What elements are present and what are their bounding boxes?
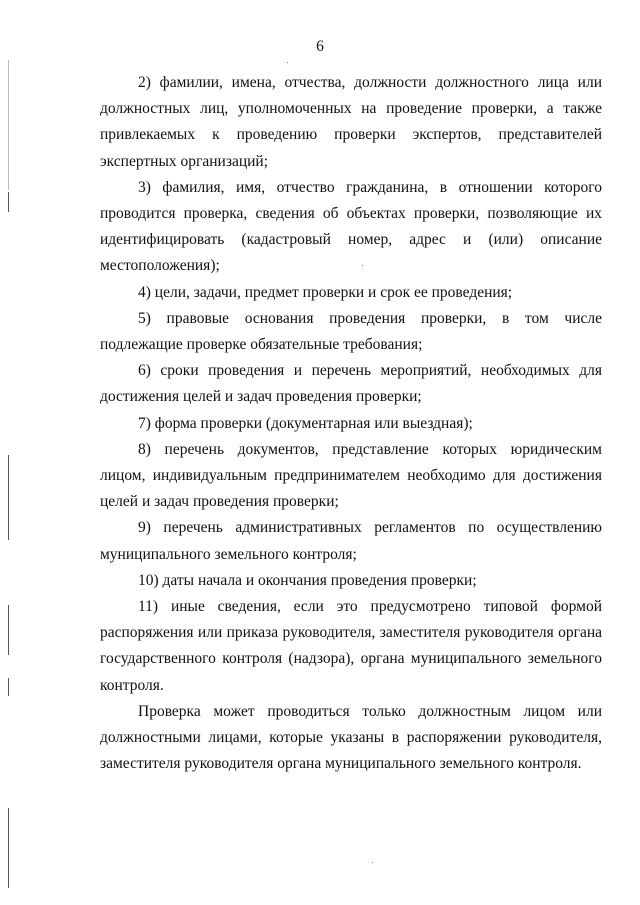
paragraph: Проверка может проводиться только должностным лицом или должностными лицами, которые указаны в распоряжении руководителя, заместителя руководителя органа муниципального земельного контроля. [100,702,602,773]
scan-dot [372,862,373,863]
scan-mark [8,192,9,212]
scan-mark [8,60,9,190]
scan-mark [8,808,9,888]
document-body [100,70,602,777]
scan-mark [8,605,9,655]
paragraph: 9) перечень административных регламентов по осуществлению муниципального земельного контроля; [100,519,602,563]
scan-mark [8,678,9,696]
paragraph: 6) сроки проведения и перечень мероприятий, необходимых для достижения целей и задач проведения проверки; [100,362,602,406]
paragraph: 5) правовые основания проведения проверки, в том числе подлежащие проверке обязательные требования; [100,309,602,354]
paragraph: 8) перечень документов, представление которых юридическим лицом, индивидуальным предпринимателем необходимо для достижения целей и задач проведения проверки; [100,440,602,511]
scan-dot [287,62,288,63]
paragraph: 7) форма проверки (документарная или выездная); [138,414,473,432]
paragraph: 2) фамилии, имена, отчества, должности должностного лица или должностных лиц, уполномоченных на проведение проверки, а также привлекаемых к проведению проверки экспертов, представителей экспертных организаций; [100,74,602,170]
paragraph: 4) цели, задачи, предмет проверки и срок ее проведения; [138,283,513,301]
page-number: 6 [316,38,324,55]
paragraph: 11) иные сведения, если это предусмотрено типовой формой распоряжения или приказа руководителя, заместителя руководителя органа государственного контроля (надзора), органа муниципального земельного контроля. [100,598,602,694]
paragraph: 10) даты начала и окончания проведения проверки; [138,571,477,589]
scan-mark [8,455,9,540]
paragraph: 3) фамилия, имя, отчество гражданина, в отношении которого проводится проверка, сведения об объектах проверки, позволяющие их идентифицировать (кадастровый номер, адрес и (или) описание местоположения); [100,178,602,275]
